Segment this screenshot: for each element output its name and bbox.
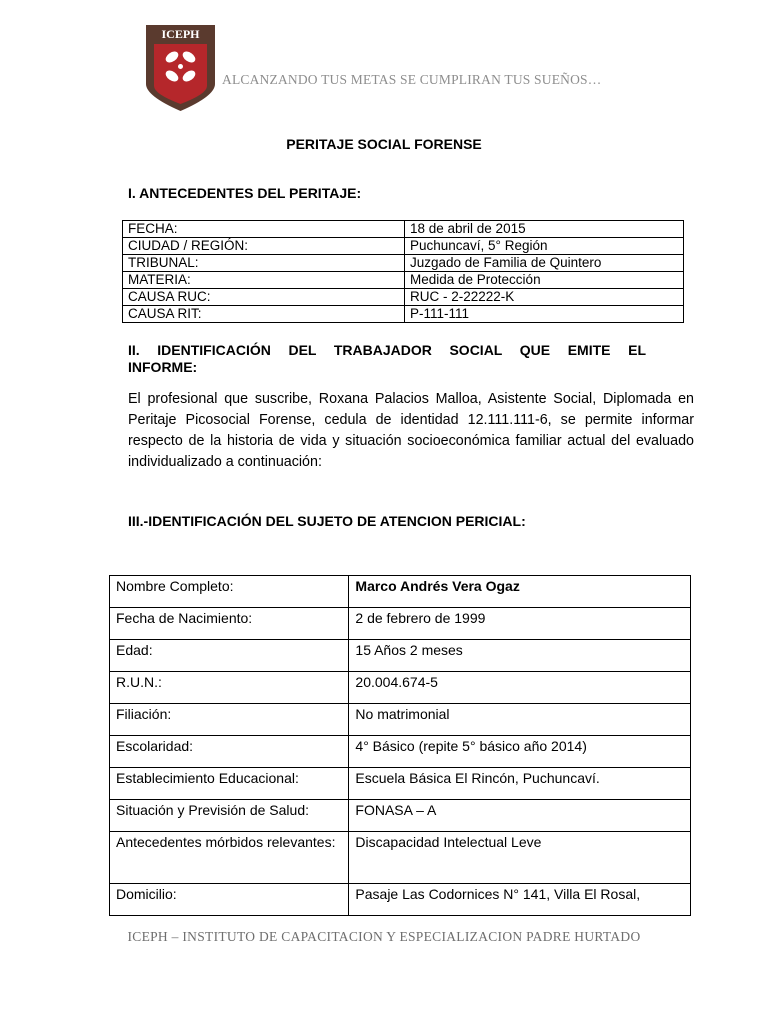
antecedente-label: TRIBUNAL:	[123, 255, 405, 272]
table-row	[123, 306, 684, 323]
table-row	[110, 884, 691, 916]
sujeto-label: Nombre Completo:	[110, 576, 349, 608]
antecedente-value: RUC - 2-22222-K	[405, 289, 684, 306]
logo-text: ICEPH	[161, 27, 200, 41]
sujeto-value: 15 Años 2 meses	[349, 640, 691, 672]
table-row	[110, 800, 691, 832]
antecedente-label: CIUDAD / REGIÓN:	[123, 238, 405, 255]
sujeto-value: 2 de febrero de 1999	[349, 608, 691, 640]
table-row	[110, 608, 691, 640]
sujeto-label: Situación y Previsión de Salud:	[110, 800, 349, 832]
sujeto-value: Escuela Básica El Rincón, Puchuncaví.	[349, 768, 691, 800]
table-row	[123, 272, 684, 289]
section2-heading-line2: INFORME:	[128, 359, 198, 375]
antecedente-label: MATERIA:	[123, 272, 405, 289]
antecedente-value: Juzgado de Familia de Quintero	[405, 255, 684, 272]
table-row	[110, 576, 691, 608]
table-row	[110, 832, 691, 884]
sujeto-value: Discapacidad Intelectual Leve	[349, 832, 691, 884]
section3-heading: III.-IDENTIFICACIÓN DEL SUJETO DE ATENCION PERICIAL:	[128, 513, 526, 529]
antecedente-label: CAUSA RUC:	[123, 289, 405, 306]
table-row	[123, 238, 684, 255]
sujeto-value: 4° Básico (repite 5° básico año 2014)	[349, 736, 691, 768]
section1-heading: I. ANTECEDENTES DEL PERITAJE:	[128, 185, 362, 201]
antecedente-value: 18 de abril de 2015	[405, 221, 684, 238]
antecedentes-table	[122, 220, 684, 323]
sujeto-label: Fecha de Nacimiento:	[110, 608, 349, 640]
table-row	[123, 221, 684, 238]
sujeto-value: No matrimonial	[349, 704, 691, 736]
sujeto-label: Edad:	[110, 640, 349, 672]
iceph-logo	[145, 24, 216, 112]
motto: ALCANZANDO TUS METAS SE CUMPLIRAN TUS SUEÑOS…	[222, 72, 602, 87]
sujeto-label: Escolaridad:	[110, 736, 349, 768]
sujeto-label: R.U.N.:	[110, 672, 349, 704]
table-row	[110, 640, 691, 672]
sujeto-label: Establecimiento Educacional:	[110, 768, 349, 800]
table-row	[110, 704, 691, 736]
antecedente-value: Medida de Protección	[405, 272, 684, 289]
table-row	[110, 768, 691, 800]
antecedente-label: FECHA:	[123, 221, 405, 238]
sujeto-label: Filiación:	[110, 704, 349, 736]
sujeto-value: FONASA – A	[349, 800, 691, 832]
table-row	[123, 255, 684, 272]
sujeto-value: Pasaje Las Codornices N° 141, Villa El Rosal,	[349, 884, 691, 916]
sujeto-value: 20.004.674-5	[349, 672, 691, 704]
sujeto-value: Marco Andrés Vera Ogaz	[349, 576, 691, 608]
antecedente-label: CAUSA RIT:	[123, 306, 405, 323]
table-row	[123, 289, 684, 306]
antecedente-value: P-111-111	[405, 306, 684, 323]
table-row	[110, 736, 691, 768]
table-row	[110, 672, 691, 704]
section2-heading-line1: II. IDENTIFICACIÓN DEL TRABAJADOR SOCIAL QUE EMITE EL	[128, 342, 646, 358]
section2-paragraph: El profesional que suscribe, Roxana Palacios Malloa, Asistente Social, Diplomada en Peritaje Picosocial Forense, cedula de identidad 12.111.111-6, se permite informar respecto de la historia de vida y situación socioeconómica familiar actual del evaluado individualizado a continuación:	[128, 391, 694, 470]
identificacion-table	[109, 575, 691, 916]
sujeto-label: Domicilio:	[110, 884, 349, 916]
antecedente-value: Puchuncaví, 5° Región	[405, 238, 684, 255]
iceph-shield-icon	[145, 24, 216, 112]
sujeto-label: Antecedentes mórbidos relevantes:	[110, 832, 349, 884]
footer: ICEPH – INSTITUTO DE CAPACITACION Y ESPECIALIZACION PADRE HURTADO	[127, 929, 641, 944]
document-title: PERITAJE SOCIAL FORENSE	[286, 136, 482, 152]
